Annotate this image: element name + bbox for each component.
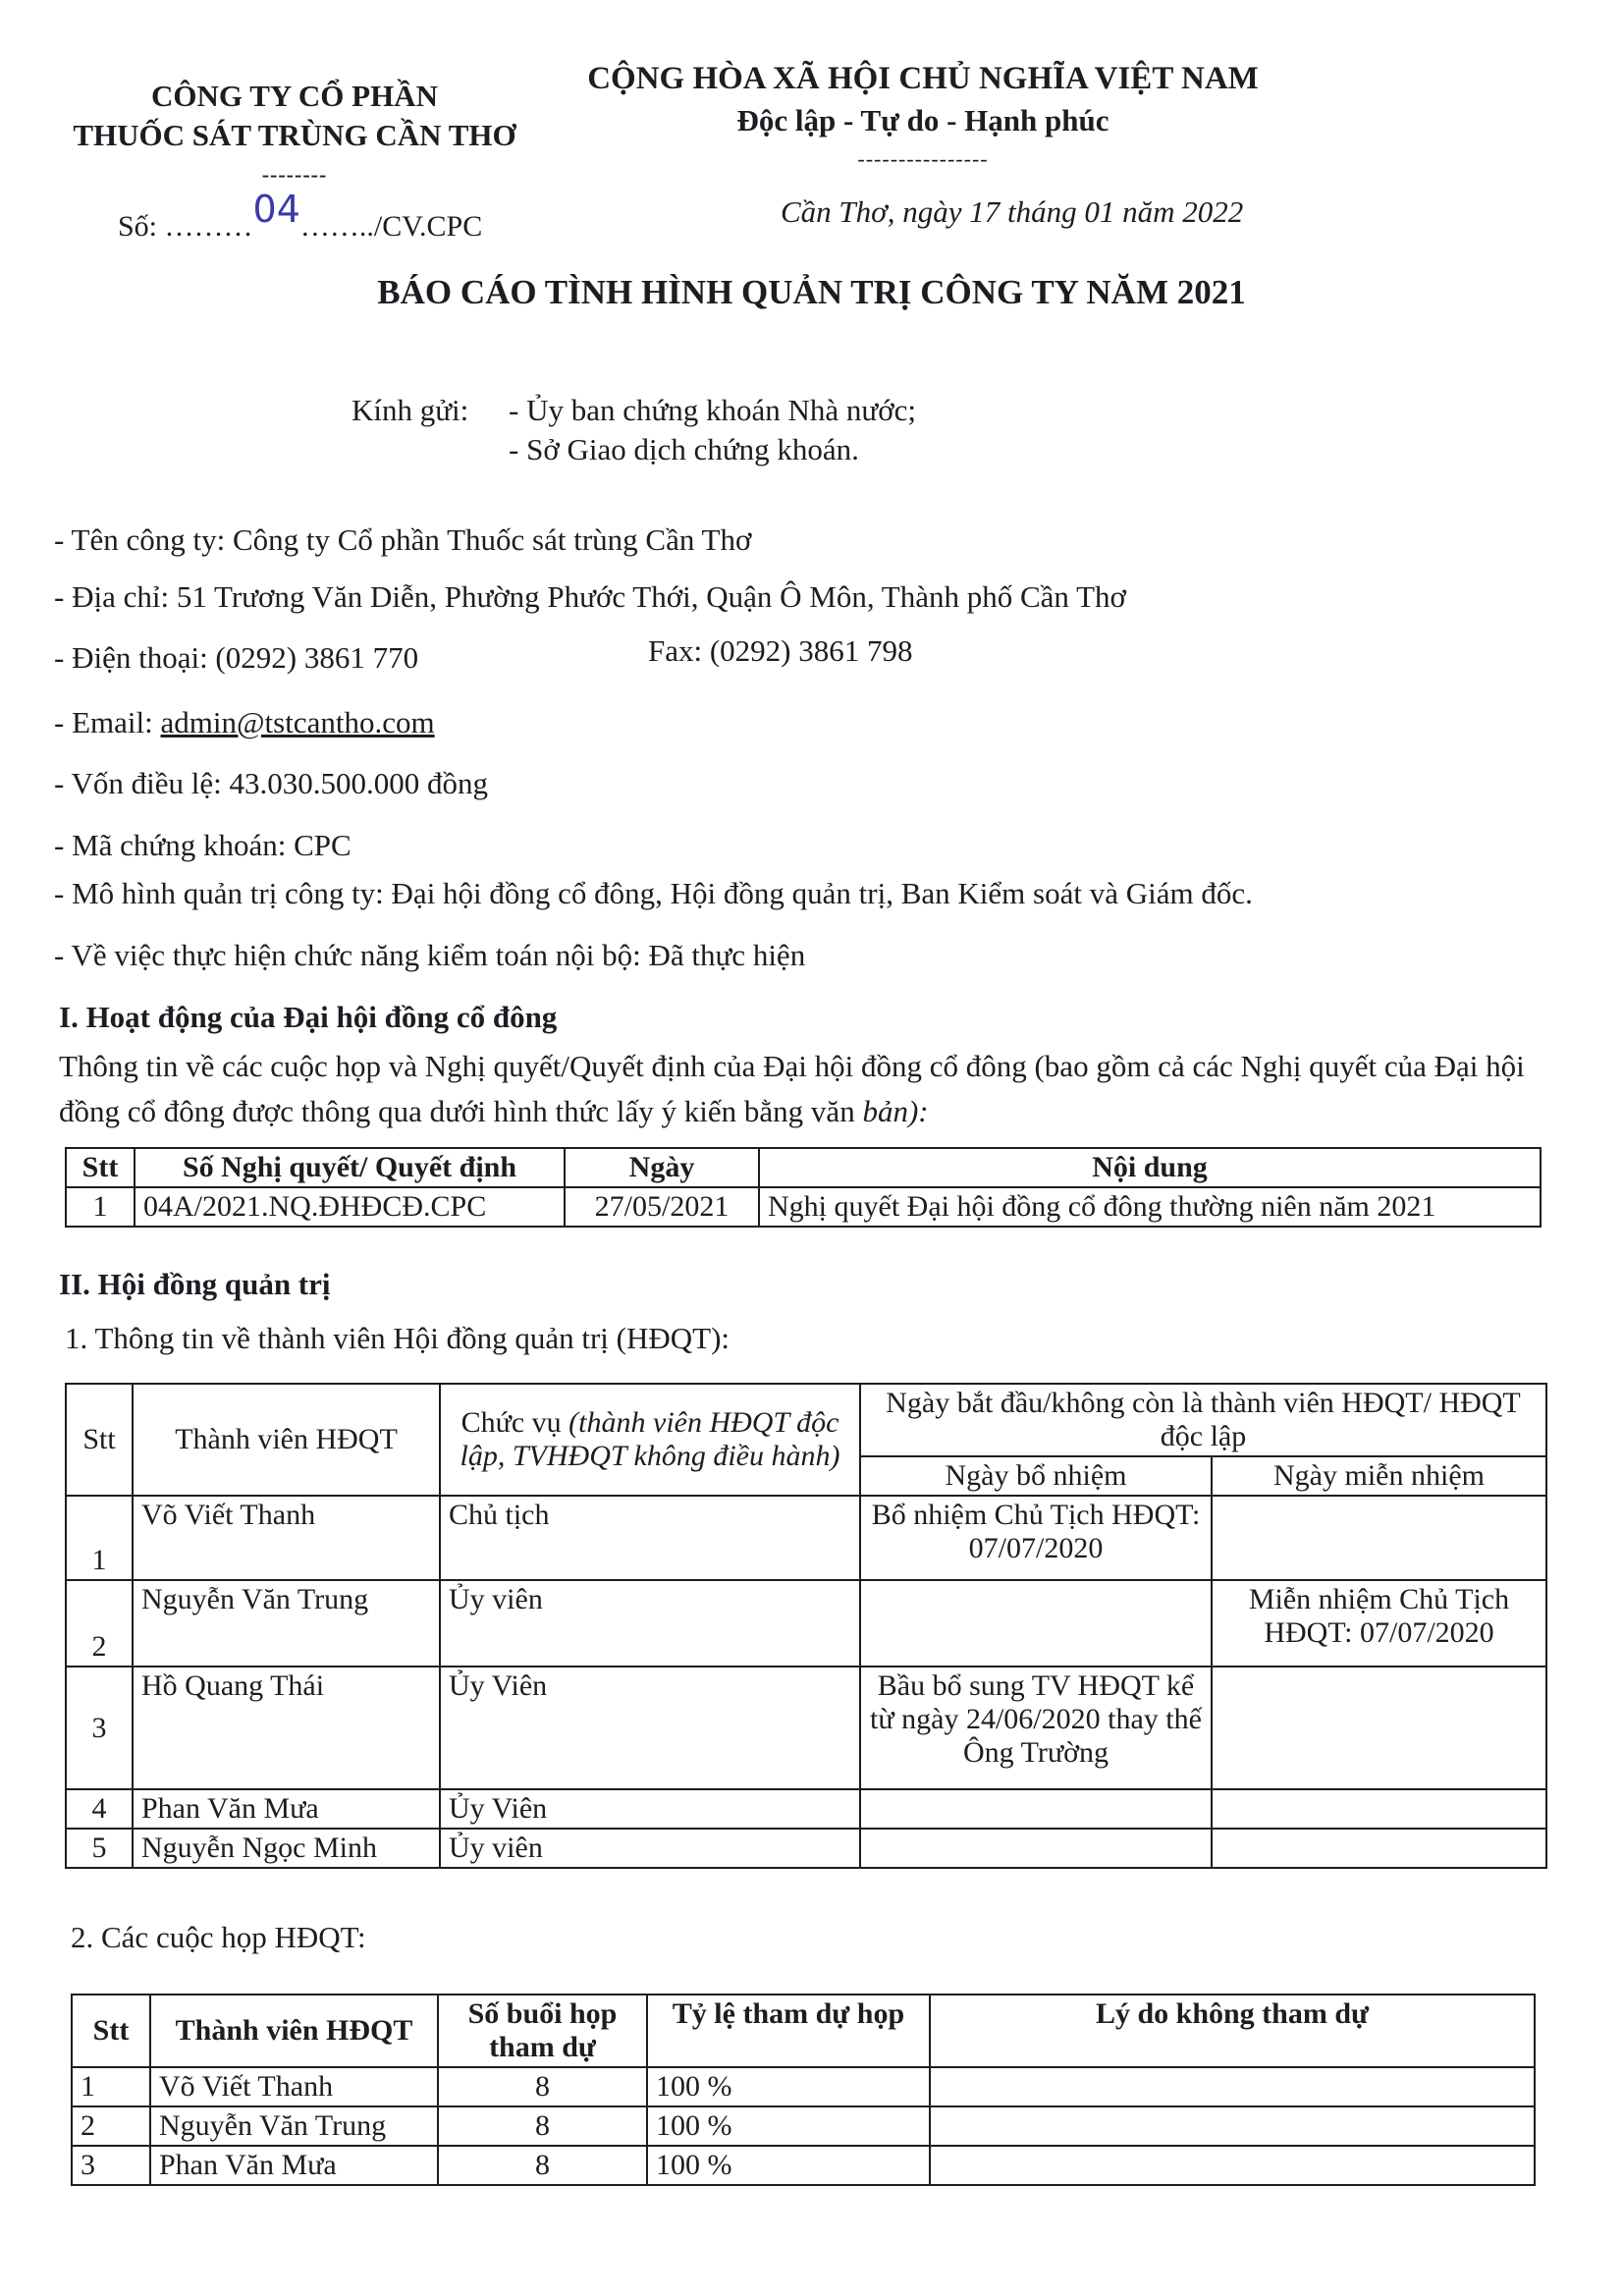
cell-reason <box>930 2106 1535 2146</box>
internal-audit: - Về việc thực hiện chức năng kiểm toán nội bộ: Đã thực hiện <box>54 938 806 972</box>
cell-member: Võ Viết Thanh <box>133 1496 440 1580</box>
cell-rate: 100 % <box>647 2146 930 2185</box>
table-row <box>66 1789 1546 1829</box>
col-header: Lý do không tham dự <box>930 1995 1535 2067</box>
document-title: BÁO CÁO TÌNH HÌNH QUẢN TRỊ CÔNG TY NĂM 2021 <box>377 273 1246 311</box>
col-header-dates: Ngày bắt đầu/không còn là thành viên HĐQT/ HĐQT độc lập <box>860 1384 1546 1456</box>
recipients-list <box>509 391 916 469</box>
col-header-appoint: Ngày bổ nhiệm <box>860 1456 1212 1496</box>
document-number <box>118 188 483 245</box>
company-address: - Địa chỉ: 51 Trương Văn Diễn, Phường Phước Thới, Quận Ô Môn, Thành phố Cần Thơ <box>54 579 1126 614</box>
company-name: - Tên công ty: Công ty Cổ phần Thuốc sát trùng Cần Thơ <box>54 522 752 557</box>
cell-resolution-no: 04A/2021.NQ.ĐHĐCĐ.CPC <box>135 1187 565 1227</box>
intro-text-italic: bản): <box>862 1094 929 1128</box>
table-row <box>66 1829 1546 1868</box>
cell-role: Chủ tịch <box>440 1496 860 1580</box>
company-fax: Fax: (0292) 3861 798 <box>648 633 913 668</box>
section1-intro <box>59 1044 1551 1134</box>
col-header: Số Nghị quyết/ Quyết định <box>135 1148 565 1187</box>
document-date: Cần Thơ, ngày 17 tháng 01 năm 2022 <box>781 194 1244 229</box>
col-header-role <box>440 1384 860 1496</box>
cell-appoint: Bổ nhiệm Chủ Tịch HĐQT: 07/07/2020 <box>860 1496 1212 1580</box>
col-header: Số buổi họp tham dự <box>438 1995 647 2067</box>
col-header-member: Thành viên HĐQT <box>133 1384 440 1496</box>
cell-role: Ủy Viên <box>440 1667 860 1789</box>
cell-member: Phan Văn Mưa <box>133 1789 440 1829</box>
board-meetings-table <box>71 1994 1536 2186</box>
cell-member: Nguyễn Văn Trung <box>133 1580 440 1667</box>
table-row <box>72 2067 1535 2106</box>
col-header-stt: Stt <box>66 1384 133 1496</box>
col-header: Stt <box>72 1995 150 2067</box>
cell-role: Ủy viên <box>440 1829 860 1868</box>
company-name-line2: THUỐC SÁT TRÙNG CẦN THƠ <box>73 118 516 152</box>
republic-rule: ---------------- <box>857 146 989 171</box>
cell-stt: 2 <box>66 1580 133 1667</box>
company-capital: - Vốn điều lệ: 43.030.500.000 đồng <box>54 766 489 800</box>
cell-rate: 100 % <box>647 2067 930 2106</box>
table-row <box>72 2106 1535 2146</box>
role-header-note: (thành viên HĐQT độc lập, TVHĐQT không điều hành) <box>460 1406 840 1472</box>
cell-reason <box>930 2067 1535 2106</box>
table-header-row <box>66 1148 1541 1187</box>
cell-dismiss <box>1212 1829 1546 1868</box>
board-members-table <box>65 1383 1547 1869</box>
cell-stt: 3 <box>66 1667 133 1789</box>
table-row <box>66 1187 1541 1227</box>
cell-stt: 1 <box>66 1496 133 1580</box>
cell-stt: 1 <box>66 1187 135 1227</box>
recipients-label: Kính gửi: <box>352 393 469 427</box>
company-rule: -------- <box>261 162 328 187</box>
cell-stt: 4 <box>66 1789 133 1829</box>
cell-appoint: Bầu bổ sung TV HĐQT kể từ ngày 24/06/2020 thay thế Ông Trường <box>860 1667 1212 1789</box>
cell-appoint <box>860 1580 1212 1667</box>
cell-sessions: 8 <box>438 2106 647 2146</box>
recipient-item: - Sở Giao dịch chứng khoán. <box>509 432 859 466</box>
doc-no-handwritten: 04 <box>252 188 300 231</box>
cell-sessions: 8 <box>438 2067 647 2106</box>
col-header: Ngày <box>565 1148 759 1187</box>
recipient-item: - Ủy ban chứng khoán Nhà nước; <box>509 393 917 427</box>
cell-stt: 5 <box>66 1829 133 1868</box>
cell-dismiss <box>1212 1496 1546 1580</box>
table-header-row <box>72 1995 1535 2067</box>
cell-dismiss: Miễn nhiệm Chủ Tịch HĐQT: 07/07/2020 <box>1212 1580 1546 1667</box>
intro-text: Thông tin về các cuộc họp và Nghị quyết/Quyết định của Đại hội đồng cổ đông (bao gồm cả các Nghị quyết của Đại hội đồng cổ đông được thông qua dưới hình thức lấy ý kiến bằng văn <box>59 1049 1525 1128</box>
cell-member: Võ Viết Thanh <box>150 2067 438 2106</box>
table-row <box>66 1667 1546 1789</box>
republic-header <box>550 61 1296 172</box>
table-row <box>66 1496 1546 1580</box>
section2-heading: II. Hội đồng quản trị <box>59 1267 331 1301</box>
cell-rate: 100 % <box>647 2106 930 2146</box>
col-header: Thành viên HĐQT <box>150 1995 438 2067</box>
cell-stt: 3 <box>72 2146 150 2185</box>
shareholder-resolutions-table <box>65 1147 1542 1228</box>
doc-no-prefix: Số: ……… <box>118 210 253 243</box>
cell-content: Nghị quyết Đại hội đồng cổ đông thường niên năm 2021 <box>759 1187 1541 1227</box>
section1-heading: I. Hoạt động của Đại hội đồng cổ đông <box>59 1000 558 1034</box>
cell-sessions: 8 <box>438 2146 647 2185</box>
board-meetings-subheading: 2. Các cuộc họp HĐQT: <box>71 1920 366 1954</box>
company-email-line <box>54 705 435 740</box>
board-members-subheading: 1. Thông tin về thành viên Hội đồng quản trị (HĐQT): <box>65 1321 730 1355</box>
cell-appoint <box>860 1829 1212 1868</box>
company-name-line1: CÔNG TY CỔ PHẦN <box>151 79 438 113</box>
doc-no-suffix: ……../CV.CPC <box>299 210 483 243</box>
governance-model: - Mô hình quản trị công ty: Đại hội đồng cổ đông, Hội đồng quản trị, Ban Kiểm soát và Giám đốc. <box>54 876 1253 910</box>
cell-reason <box>930 2146 1535 2185</box>
motto: Độc lập - Tự do - Hạnh phúc <box>736 103 1109 137</box>
company-header <box>39 77 550 194</box>
email-link[interactable]: admin@tstcantho.com <box>160 705 435 739</box>
company-ticker: - Mã chứng khoán: CPC <box>54 828 352 862</box>
col-header: Stt <box>66 1148 135 1187</box>
table-row <box>66 1580 1546 1667</box>
cell-role: Ủy Viên <box>440 1789 860 1829</box>
table-header-row <box>66 1384 1546 1456</box>
cell-stt: 2 <box>72 2106 150 2146</box>
col-header: Nội dung <box>759 1148 1541 1187</box>
role-header-text: Chức vụ <box>460 1406 569 1439</box>
cell-appoint <box>860 1789 1212 1829</box>
cell-member: Nguyễn Văn Trung <box>150 2106 438 2146</box>
col-header: Tỷ lệ tham dự họp <box>647 1995 930 2067</box>
republic-name: CỘNG HÒA XÃ HỘI CHỦ NGHĨA VIỆT NAM <box>587 61 1259 96</box>
cell-member: Nguyễn Ngọc Minh <box>133 1829 440 1868</box>
table-row <box>72 2146 1535 2185</box>
cell-date: 27/05/2021 <box>565 1187 759 1227</box>
cell-role: Ủy viên <box>440 1580 860 1667</box>
cell-member: Phan Văn Mưa <box>150 2146 438 2185</box>
company-phone: - Điện thoại: (0292) 3861 770 <box>54 640 419 675</box>
cell-stt: 1 <box>72 2067 150 2106</box>
email-label: - Email: <box>54 705 161 739</box>
cell-member: Hồ Quang Thái <box>133 1667 440 1789</box>
col-header-dismiss: Ngày miễn nhiệm <box>1212 1456 1546 1496</box>
cell-dismiss <box>1212 1667 1546 1789</box>
cell-dismiss <box>1212 1789 1546 1829</box>
